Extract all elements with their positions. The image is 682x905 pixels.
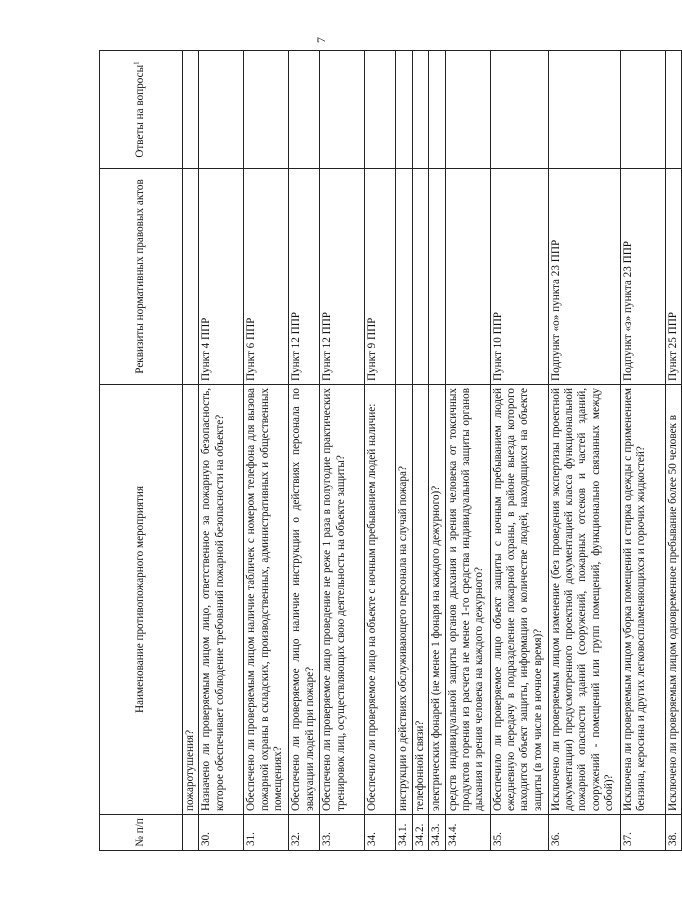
table-row xyxy=(665,51,681,851)
requirements-table xyxy=(99,50,682,851)
row-requisites xyxy=(396,169,412,385)
row-measure: средств индивидуальной защиты органов дыхания и зрения человека от токсичных продуктов горения из расчета не менее 1-го средства индивидуальной защиты органов дыхания и зрения человека на каждого дежурного? xyxy=(445,385,490,815)
row-measure: инструкции о действиях обслуживающего персонала на случай пожара? xyxy=(396,385,412,815)
header-answers xyxy=(100,51,183,169)
row-answer xyxy=(320,51,365,169)
row-requisites: Пункт 12 ППР xyxy=(320,169,365,385)
row-number: 37. xyxy=(620,815,665,851)
table-row xyxy=(490,51,548,851)
row-measure: электрических фонарей (не менее 1 фонаря на каждого дежурного)? xyxy=(429,385,445,815)
row-measure: Исключена ли проверяемым лицом уборка помещений и стирка одежды с применением бензина, керосина и других легковоспламеняющихся и горючих жидкостей? xyxy=(620,385,665,815)
row-number: 34.1. xyxy=(396,815,412,851)
header-requisites: Реквизиты нормативных правовых актов xyxy=(100,169,183,385)
row-requisites: Пункт 10 ППР xyxy=(490,169,548,385)
header-name: Наименование противопожарного мероприятия xyxy=(100,385,183,815)
row-number: 34.3. xyxy=(429,815,445,851)
row-answer xyxy=(665,51,681,169)
row-measure: Назначено ли проверяемым лицом лицо, ответственное за пожарную безопасность, которое обеспечивает соблюдение требований пожарной безопасности на объекте? xyxy=(199,385,244,815)
row-answer xyxy=(445,51,490,169)
row-measure: Исключено ли проверяемым лицом изменение (без проведения экспертизы проектной документации) предусмотренного проектной документацией класса функциональной пожарной опасности зданий (сооружений, пожарных отсеков и частей зданий, сооружений - помещений или групп помещений, функционально связанных между собой)? xyxy=(548,385,620,815)
row-requisites: Пункт 6 ППР xyxy=(244,169,289,385)
row-answer xyxy=(396,51,412,169)
row-number: 34.2. xyxy=(412,815,428,851)
table-row xyxy=(199,51,244,851)
header-answers-text: Ответы на вопросы xyxy=(134,64,147,158)
row-number: 38. xyxy=(665,815,681,851)
row-requisites: Пункт 9 ППР xyxy=(365,169,396,385)
row-requisites: Пункт 12 ППР xyxy=(289,169,320,385)
table-row xyxy=(445,51,490,851)
table-row xyxy=(320,51,365,851)
row-answer xyxy=(244,51,289,169)
row-requisites xyxy=(412,169,428,385)
continuation-text: пожаротушения? xyxy=(183,385,199,815)
header-answers-footnote: 1 xyxy=(132,61,141,65)
row-answer xyxy=(429,51,445,169)
row-number: 30. xyxy=(199,815,244,851)
table-row xyxy=(412,51,428,851)
requirements-table-page xyxy=(99,51,679,851)
row-answer xyxy=(548,51,620,169)
row-answer xyxy=(620,51,665,169)
table-row xyxy=(548,51,620,851)
header-number: № п/п xyxy=(100,815,183,851)
row-number: 34.4. xyxy=(445,815,490,851)
table-row xyxy=(396,51,412,851)
table-row xyxy=(365,51,396,851)
row-number: 34. xyxy=(365,815,396,851)
row-measure: Обеспечено ли проверяемое лицо наличие инструкции о действиях персонала по эвакуации людей при пожаре? xyxy=(289,385,320,815)
row-requisites xyxy=(429,169,445,385)
row-requisites: Пункт 4 ППР xyxy=(199,169,244,385)
row-answer xyxy=(199,51,244,169)
row-number: 35. xyxy=(490,815,548,851)
table-row xyxy=(429,51,445,851)
table-row xyxy=(289,51,320,851)
row-number: 33. xyxy=(320,815,365,851)
row-measure: Исключено ли проверяемым лицом одновременное пребывание более 50 человек в xyxy=(665,385,681,815)
table-row xyxy=(183,51,199,851)
row-answer xyxy=(412,51,428,169)
row-measure: Обеспечило ли проверяемое лицо на объекте с ночным пребыванием людей наличие: xyxy=(365,385,396,815)
table-row xyxy=(244,51,289,851)
row-requisites: Подпункт «о» пункта 23 ППР xyxy=(548,169,620,385)
row-measure: Обеспечено ли проверяемое лицо проведение не реже 1 раза в полугодие практических тренировок лиц, осуществляющих свою деятельность на объекте защиты? xyxy=(320,385,365,815)
row-measure: Обеспечило ли проверяемое лицо объект защиты с ночным пребыванием людей ежедневную передачу в подразделение пожарной охраны, в районе выезда которого находится объект защиты, информации о количестве людей, находящихся на объекте защиты (в том числе в ночное время)? xyxy=(490,385,548,815)
row-measure: телефонной связи? xyxy=(412,385,428,815)
page-number: 7 xyxy=(314,37,328,43)
row-requisites: Подпункт «з» пункта 23 ППР xyxy=(620,169,665,385)
row-answer xyxy=(490,51,548,169)
row-measure: Обеспечено ли проверяемым лицом наличие табличек с номером телефона для вызова пожарной охраны в складских, производственных, административных и общественных помещениях? xyxy=(244,385,289,815)
table-row xyxy=(620,51,665,851)
row-answer xyxy=(365,51,396,169)
row-requisites xyxy=(445,169,490,385)
row-number: 32. xyxy=(289,815,320,851)
row-number: 31. xyxy=(244,815,289,851)
table-header-row xyxy=(100,51,183,851)
row-answer xyxy=(289,51,320,169)
row-requisites: Пункт 25 ППР xyxy=(665,169,681,385)
row-number: 36. xyxy=(548,815,620,851)
